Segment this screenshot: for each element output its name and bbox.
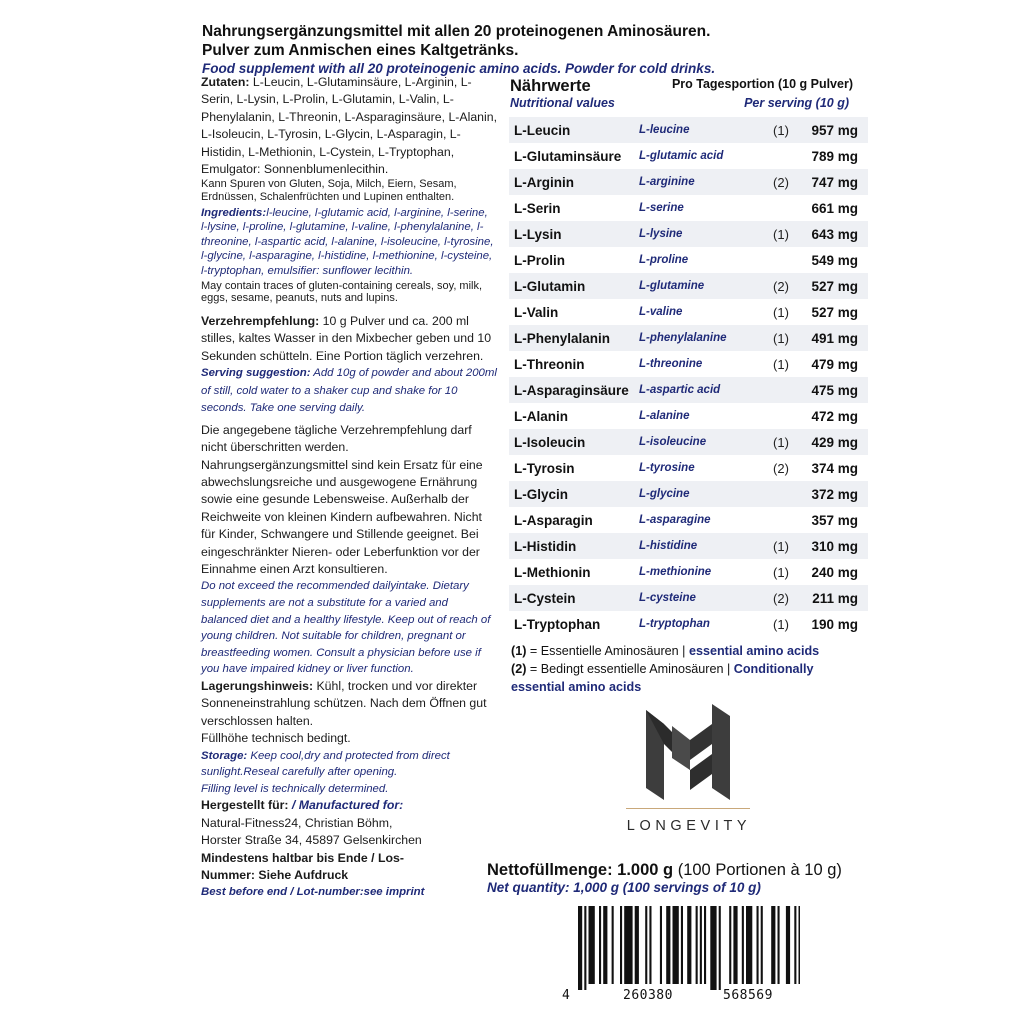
warning-en: Do not exceed the recommended dailyintake. Dietary supplements are not a substitute for a varied and balanced diet and a healthy lifestyle. Keep out of reach of young children. Not suitable for children, pregnant or breastfeeding women. Consult a physician before use if you have impaired kidney or liver function.: [201, 580, 491, 676]
nutrient-note: (1): [761, 429, 801, 455]
nutrient-note: (1): [773, 304, 789, 320]
net-quantity-detail-de: (100 Portionen à 10 g): [673, 861, 842, 879]
nutrient-name-en: L-asparagine: [639, 514, 711, 526]
barcode-bar: [696, 906, 698, 984]
nutrient-value: 789 mg: [811, 148, 858, 164]
nutrient-name-de: L-Leucin: [509, 117, 639, 143]
left-column: [201, 74, 497, 901]
barcode-digits-right: 568569: [723, 988, 773, 1003]
nutrient-name-de: L-Serin: [514, 200, 561, 216]
storage-label: Storage:: [201, 749, 248, 762]
barcode-bar: [584, 906, 586, 990]
nutrient-name-en: L-tyrosine: [639, 462, 695, 474]
legend: [511, 642, 851, 696]
nutrient-name-de: L-Tyrosin: [514, 460, 575, 476]
legend-text-1-en: essential amino acids: [688, 644, 820, 658]
nutrient-note: [761, 143, 801, 169]
nutrient-value: 310 mg: [801, 533, 868, 559]
manufacturer-line-1: Natural-Fitness24, Christian Böhm,: [201, 815, 393, 830]
nutrient-value: 211 mg: [801, 585, 868, 611]
storage-paragraph: [201, 748, 497, 781]
nutrient-name-de: L-Tryptophan: [514, 616, 601, 632]
nutrition-row: [509, 455, 868, 481]
nutrient-note: (2): [761, 585, 801, 611]
nutrient-note: (1): [761, 117, 801, 143]
net-quantity-en: Net quantity: 1,000 g (100 servings of 10 g): [487, 880, 761, 895]
nutrient-value: 747 mg: [801, 169, 868, 195]
barcode-digits-left: 260380: [623, 988, 673, 1003]
legend-key-2: (2): [511, 662, 527, 676]
nutrient-name-de: L-Cystein: [509, 585, 639, 611]
manufactured-label-en: / Manufactured for:: [288, 798, 404, 813]
nutrition-title-de: Nährwerte: [510, 77, 591, 95]
legend-text-2-de: = Bedingt essentielle Aminosäuren |: [526, 662, 734, 676]
legend-line-2: [511, 660, 851, 696]
nutrient-note: (1): [761, 325, 801, 351]
nutrient-name-en: L-lysine: [639, 221, 761, 247]
nutrient-name-en: L-glutamic acid: [639, 150, 724, 162]
barcode-bar: [649, 906, 651, 984]
ingredients-label: Ingredients:: [201, 206, 267, 219]
barcode-bar: [624, 906, 632, 984]
nutrient-note: (2): [761, 273, 801, 299]
nutrient-value: 429 mg: [801, 429, 868, 455]
barcode-bar: [681, 906, 683, 984]
legend-line-1: [511, 642, 851, 660]
nutrient-value: 372 mg: [801, 481, 868, 507]
nutrient-name-de: L-Phenylalanin: [509, 325, 639, 351]
barcode-bar: [742, 906, 744, 984]
nutrition-row: [509, 429, 868, 455]
nh-monogram-icon: [642, 702, 734, 802]
nutrient-name-de: L-Lysin: [509, 221, 639, 247]
barcode-bar: [704, 906, 706, 984]
nutrient-name-de: L-Isoleucin: [509, 429, 639, 455]
nutrition-row: [509, 351, 868, 377]
net-quantity-label-de: Nettofüllmenge: 1.000 g: [487, 861, 674, 879]
nutrient-name-en: L-histidine: [639, 533, 761, 559]
nutrient-note: [761, 507, 801, 533]
nutrient-name-en: L-proline: [639, 254, 689, 266]
barcode: [556, 900, 800, 1008]
barcode-bar: [778, 906, 780, 984]
header-line-1: Nahrungsergänzungsmittel mit allen 20 proteinogenen Aminosäuren.: [202, 23, 711, 40]
barcode-bars: [556, 900, 800, 990]
nutrient-value: 491 mg: [801, 325, 868, 351]
verzehr-paragraph: [201, 313, 497, 365]
barcode-bar: [729, 906, 731, 984]
nutrient-value: 190 mg: [811, 616, 858, 632]
barcode-bar: [746, 906, 752, 984]
barcode-bar: [673, 906, 679, 984]
nutrient-name-en: L-cysteine: [639, 585, 761, 611]
nutrient-name-de: L-Alanin: [514, 408, 568, 424]
lagerung-paragraph: [201, 678, 497, 730]
nutrient-value: 957 mg: [801, 117, 868, 143]
nutrient-note: [761, 377, 801, 403]
nutrient-name-de: L-Asparaginsäure: [509, 377, 639, 403]
nutrition-row: [509, 533, 868, 559]
barcode-bar: [733, 906, 737, 984]
manufacturer-line-2: Horster Straße 34, 45897 Gelsenkirchen: [201, 833, 422, 848]
manufactured-label-de: Hergestellt für:: [201, 798, 289, 813]
net-quantity: [487, 860, 887, 896]
nutrient-name-en: L-tryptophan: [639, 618, 710, 630]
barcode-bar: [599, 906, 601, 984]
barcode-bar: [612, 906, 614, 984]
nutrition-row: [509, 117, 868, 143]
nutrient-name-en: L-serine: [639, 202, 684, 214]
nutrient-name-de: L-Valin: [514, 304, 559, 320]
nutrient-note: [761, 481, 801, 507]
barcode-bar: [799, 906, 801, 984]
barcode-bar: [719, 906, 721, 990]
nutrient-value: 549 mg: [811, 252, 858, 268]
nutrient-name-en: L-leucine: [639, 117, 761, 143]
verzehr-label: Verzehrempfehlung:: [201, 313, 320, 328]
nutrition-serving-en: Per serving (10 g): [744, 96, 849, 110]
nutrition-table-body: [509, 117, 868, 637]
nutrient-note: [761, 403, 801, 429]
nutrient-value: 643 mg: [801, 221, 868, 247]
manufactured-heading: [201, 797, 497, 814]
nutrient-name-de: L-Glycin: [509, 481, 639, 507]
nutrition-row: [509, 507, 868, 533]
legend-key-1: (1): [511, 644, 527, 658]
zutaten-text: L-Leucin, L-Glutaminsäure, L-Arginin, L-Serin, L-Lysin, L-Prolin, L-Glutamin, L-Valin, L-Phenylalanin, L-Threonin, L-Asparaginsäure, L-Alanin, L-Isoleucin, L-Tyrosin, L-Glycin, L-Asparagin, L-Histidin, L-Methionin, L-Cystein, L-Tryptophan, Emulgator: Sonnenblumenlecithin.: [201, 75, 497, 177]
nutrient-name-en: L-threonine: [639, 358, 703, 370]
nutrient-name-en: L-phenylalanine: [639, 325, 761, 351]
nutrient-value: 479 mg: [811, 356, 858, 372]
barcode-bar: [660, 906, 662, 984]
nutrient-name-de: L-Histidin: [509, 533, 639, 559]
nutrition-row: [509, 403, 868, 429]
nutrition-row: [509, 585, 868, 611]
nutrient-name-de: L-Arginin: [509, 169, 639, 195]
fuellhoehe: Füllhöhe technisch bedingt.: [201, 731, 351, 746]
nutrition-row: [509, 559, 868, 585]
net-quantity-de: [487, 860, 887, 880]
nutrient-name-en: L-glycine: [639, 481, 761, 507]
nutrient-value: 661 mg: [811, 200, 858, 216]
nutrient-value: 240 mg: [811, 564, 858, 580]
nutrition-row: [509, 169, 868, 195]
zutaten-paragraph: [201, 74, 497, 178]
nutrition-row: [509, 325, 868, 351]
nutrient-name-de: L-Glutamin: [509, 273, 639, 299]
nutrition-title-en: Nutritional values: [510, 96, 615, 110]
barcode-bar: [578, 906, 582, 990]
nutrient-name-de: L-Methionin: [514, 564, 591, 580]
barcode-bar: [620, 906, 622, 984]
header-line-2: Pulver zum Anmischen eines Kaltgetränks.: [202, 42, 519, 59]
serving-text: Add 10g of powder and about 200ml of still, cold water to a shaker cup and shake for 10 seconds. Take one serving daily.: [201, 367, 497, 415]
legend-text-2-en: Conditionally essential amino acids: [511, 662, 814, 694]
logo-divider: [626, 808, 750, 809]
barcode-bar: [761, 906, 763, 984]
nutrient-value: 357 mg: [811, 512, 858, 528]
nutrition-row: [509, 611, 868, 637]
nutrition-row: [509, 481, 868, 507]
warning-de: Die angegebene tägliche Verzehrempfehlung darf nicht überschritten werden. Nahrungsergänzungsmittel sind kein Ersatz für eine abwechslungsreiche und ausgewogene Ernährung sowie eine gesunde Lebensweise. Außerhalb der Reichweite von kleinen Kindern aufbewahren. Nicht für Kinder, Schwangere und Stillende geeignet. Bei eingeschränkter Nieren- oder Leberfunktion vor der Einnahme einen Arzt konsultieren.: [201, 422, 483, 577]
barcode-bar: [666, 906, 670, 984]
nutrition-row: [509, 195, 868, 221]
nutrient-value: 374 mg: [811, 460, 858, 476]
best-before-en: Best before end / Lot-number:see imprint: [201, 886, 425, 899]
nutrient-name-en: L-isoleucine: [639, 429, 761, 455]
nutrition-row: [509, 247, 868, 273]
nutrient-name-en: L-glutamine: [639, 273, 761, 299]
storage-text: Keep cool,dry and protected from direct sunlight.Reseal carefully after opening.: [201, 749, 450, 779]
nutrient-name-de: L-Asparagin: [514, 512, 593, 528]
nutrient-note: [761, 195, 801, 221]
logo-text: LONGEVITY: [626, 818, 752, 834]
nutrient-value: 475 mg: [801, 377, 868, 403]
ingredients-paragraph: [201, 206, 497, 279]
barcode-bar: [757, 906, 759, 984]
nutrient-note: (1): [773, 616, 789, 632]
nutrition-row: [509, 221, 868, 247]
lagerung-label: Lagerungshinweis:: [201, 679, 314, 693]
header: [202, 22, 762, 77]
nutrient-name-de: L-Prolin: [514, 252, 565, 268]
serving-paragraph: [201, 365, 497, 418]
nutrient-name-en: L-arginine: [639, 169, 761, 195]
zutaten-label: Zutaten:: [201, 75, 250, 89]
nutrient-name-en: L-methionine: [639, 566, 712, 578]
barcode-bar: [687, 906, 691, 984]
barcode-bar: [635, 906, 639, 984]
nutrition-table-section: [509, 76, 869, 637]
filling-en: Filling level is technically determined.: [201, 782, 389, 795]
allergen-en: May contain traces of gluten-containing cereals, soy, milk, eggs, sesame, peanuts, nuts and lupins.: [201, 279, 483, 305]
barcode-digit-first: 4: [562, 988, 571, 1003]
nutrient-note: (1): [761, 533, 801, 559]
nutrient-name-en: L-valine: [639, 306, 683, 318]
nutrient-value: 527 mg: [811, 304, 858, 320]
nutrient-note: [761, 247, 801, 273]
barcode-bar: [589, 906, 595, 984]
barcode-bar: [786, 906, 790, 984]
legend-text-1-de: = Essentielle Aminosäuren |: [526, 644, 689, 658]
brand-logo: [618, 702, 758, 834]
nutrient-name-de: L-Threonin: [514, 356, 585, 372]
nutrient-value: 472 mg: [811, 408, 858, 424]
barcode-bar: [794, 906, 796, 984]
nutrition-row: [509, 377, 868, 403]
nutrient-value: 527 mg: [801, 273, 868, 299]
barcode-bar: [645, 906, 647, 984]
nutrition-row: [509, 143, 868, 169]
barcode-bar: [771, 906, 775, 984]
barcode-bar: [700, 906, 702, 984]
nutrient-note: (2): [761, 169, 801, 195]
nutrition-header: [509, 76, 869, 116]
nutrient-note: (1): [773, 564, 789, 580]
barcode-bar: [603, 906, 607, 984]
serving-label: Serving suggestion:: [201, 367, 311, 379]
nutrient-note: (1): [761, 221, 801, 247]
nutrition-serving-de: Pro Tagesportion (10 g Pulver): [671, 77, 853, 91]
best-before-de: Mindestens haltbar bis Ende / Los-Nummer: Siehe Aufdruck: [201, 850, 404, 883]
nutrient-name-en: L-aspartic acid: [639, 377, 761, 403]
nutrition-table: [509, 117, 868, 637]
nutrient-name-en: L-alanine: [639, 410, 690, 422]
ingredients-text: l-leucine, l-glutamic acid, l-arginine, l-serine, l-lysine, l-proline, l-glutamine, l-valine, l-phenylalanine, l-threonine, l-aspartic acid, l-alanine, l-isoleucine, l-tyrosine, l-glycine, l-asparagine, l-histidine, l-methionine, l-cysteine, l-tryptophan, emulsifier: sunflower lecithin.: [201, 206, 494, 277]
verzehr-text: 10 g Pulver und ca. 200 ml stilles, kaltes Wasser in den Mixbecher geben und 10 Sekunden schütteln. Eine Portion täglich verzehren.: [201, 313, 492, 363]
header-line-en: Food supplement with all 20 proteinogenic amino acids. Powder for cold drinks.: [202, 61, 716, 76]
allergen-de: Kann Spuren von Gluten, Soja, Milch, Eiern, Sesam, Erdnüssen, Schalenfrüchten und Lupinen enthalten.: [201, 178, 457, 204]
nutrient-note: (1): [773, 356, 789, 372]
nutrition-row: [509, 273, 868, 299]
lagerung-text: Kühl, trocken und vor direkter Sonneneinstrahlung schützen. Nach dem Öffnen gut verschlossen halten.: [201, 679, 487, 728]
nutrient-name-de: L-Glutaminsäure: [514, 148, 622, 164]
barcode-bar: [710, 906, 716, 990]
nutrient-note: (2): [773, 460, 789, 476]
nutrition-row: [509, 299, 868, 325]
